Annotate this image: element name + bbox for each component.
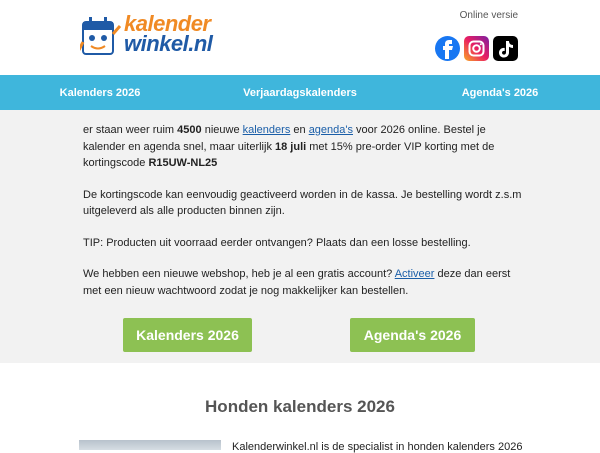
message-body [0,110,600,363]
agendas-link[interactable]: agenda's [308,124,353,136]
logo-text-winkel: winkel.nl [124,31,213,56]
paragraph-account: We hebben een nieuwe webshop, heb je al een gratis account? Activeer deze dan eerst met een nieuw wachtwoord zodat je nog makkelijker kan bestellen. [83,268,511,297]
paragraph-tip: TIP: Producten uit voorraad eerder ontvangen? Plaats dan een losse bestelling. [83,236,471,249]
email-header [0,0,600,75]
discount-code: R15UW-NL25 [148,157,218,169]
paragraph-preorder: er staan weer ruim 4500 nieuwe kalenders en agenda's voor 2026 online. Bestel je kalender en agenda snel, maar uiterlijk 18 juli met 15% pre-order VIP korting met de kortingscode R15UW-NL25 [83,124,495,169]
paragraph-checkout: De kortingscode kan eenvoudig geactiveerd worden in de kassa. Je bestelling wordt z.s.m uitgeleverd als alle producten binnen zijn. [83,188,522,217]
instagram-icon[interactable] [464,36,489,61]
section-title: Honden kalenders 2026 [205,397,395,416]
kalenders-2026-button[interactable]: Kalenders 2026 [123,318,252,352]
agendas-2026-button[interactable]: Agenda's 2026 [350,318,475,352]
dog-calendar-thumbnail[interactable] [79,440,221,450]
nav-item-verjaardagskalenders[interactable]: Verjaardagskalenders [243,86,357,99]
message-text [83,122,523,314]
activate-account-link[interactable]: Activeer [394,268,435,280]
facebook-icon[interactable] [435,36,460,61]
nav-item-kalenders[interactable]: Kalenders 2026 [59,86,141,99]
main-navigation [0,75,600,110]
online-version-link[interactable]: Online versie [459,10,518,21]
logo-text-kalender: kalender [124,11,211,36]
social-links [435,36,518,61]
tiktok-icon[interactable] [493,36,518,61]
kalenders-link[interactable]: kalenders [242,124,291,136]
nav-item-agendas[interactable]: Agenda's 2026 [461,86,539,99]
kalenderwinkel-logo[interactable] [80,12,250,58]
section-intro-text: Kalenderwinkel.nl is de specialist in honden kalenders 2026 [232,441,523,453]
